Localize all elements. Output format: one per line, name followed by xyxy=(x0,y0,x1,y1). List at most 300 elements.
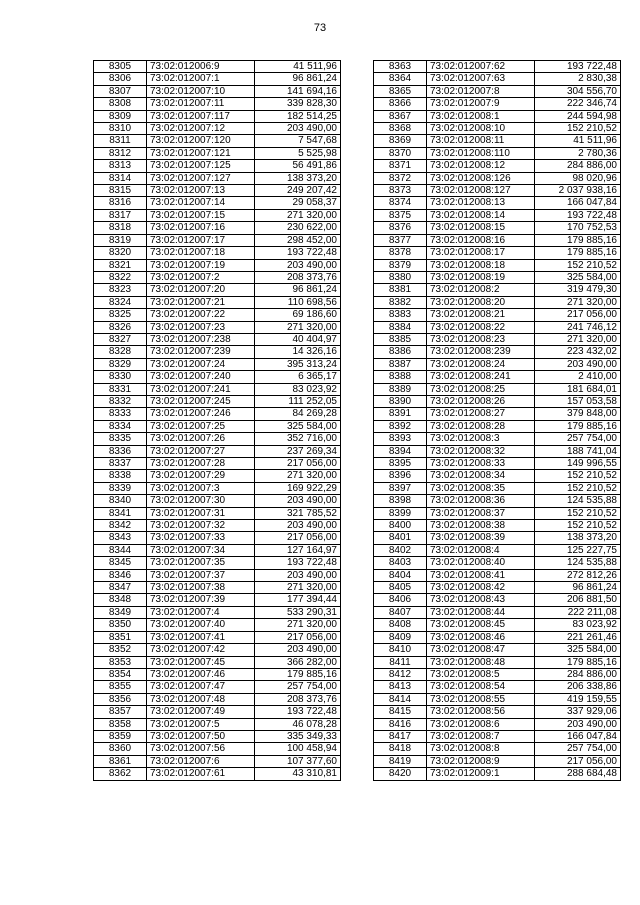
amount-cell: 284 886,00 xyxy=(535,160,621,172)
row-number-cell: 8392 xyxy=(374,420,427,432)
cadastral-number-cell: 73:02:012008:19 xyxy=(427,271,535,283)
table-row xyxy=(374,296,621,308)
row-number-cell: 8380 xyxy=(374,271,427,283)
cadastral-number-cell: 73:02:012007:6 xyxy=(147,755,255,767)
amount-cell: 29 058,37 xyxy=(255,197,341,209)
row-number-cell: 8417 xyxy=(374,730,427,742)
amount-cell: 193 722,48 xyxy=(535,209,621,221)
table-row xyxy=(374,470,621,482)
row-number-cell: 8368 xyxy=(374,123,427,135)
table-row xyxy=(374,110,621,122)
cadastral-number-cell: 73:02:012008:13 xyxy=(427,197,535,209)
row-number-cell: 8399 xyxy=(374,507,427,519)
cadastral-number-cell: 73:02:012007:40 xyxy=(147,619,255,631)
amount-cell: 2 780,36 xyxy=(535,147,621,159)
row-number-cell: 8419 xyxy=(374,755,427,767)
row-number-cell: 8375 xyxy=(374,209,427,221)
amount-cell: 533 290,31 xyxy=(255,606,341,618)
cadastral-number-cell: 73:02:012008:46 xyxy=(427,631,535,643)
cadastral-number-cell: 73:02:012007:46 xyxy=(147,668,255,680)
amount-cell: 138 373,20 xyxy=(255,172,341,184)
table-row xyxy=(94,420,341,432)
cadastral-number-cell: 73:02:012007:9 xyxy=(427,98,535,110)
table-row xyxy=(374,619,621,631)
amount-cell: 41 511,96 xyxy=(255,61,341,73)
table-row xyxy=(374,346,621,358)
amount-cell: 179 885,16 xyxy=(535,247,621,259)
cadastral-number-cell: 73:02:012007:239 xyxy=(147,346,255,358)
row-number-cell: 8352 xyxy=(94,644,147,656)
cadastral-number-cell: 73:02:012008:17 xyxy=(427,247,535,259)
row-number-cell: 8357 xyxy=(94,706,147,718)
row-number-cell: 8382 xyxy=(374,296,427,308)
amount-cell: 284 886,00 xyxy=(535,668,621,680)
row-number-cell: 8398 xyxy=(374,495,427,507)
amount-cell: 244 594,98 xyxy=(535,110,621,122)
table-row xyxy=(94,284,341,296)
row-number-cell: 8315 xyxy=(94,185,147,197)
table-row xyxy=(94,172,341,184)
cadastral-number-cell: 73:02:012008:1 xyxy=(427,110,535,122)
cadastral-number-cell: 73:02:012008:33 xyxy=(427,458,535,470)
row-number-cell: 8408 xyxy=(374,619,427,631)
amount-cell: 149 996,55 xyxy=(535,458,621,470)
cadastral-number-cell: 73:02:012008:26 xyxy=(427,395,535,407)
table-row xyxy=(374,693,621,705)
table-row xyxy=(94,185,341,197)
table-row xyxy=(94,408,341,420)
registry-table-left xyxy=(93,60,341,781)
cadastral-number-cell: 73:02:012008:2 xyxy=(427,284,535,296)
cadastral-number-cell: 73:02:012008:110 xyxy=(427,147,535,159)
amount-cell: 193 722,48 xyxy=(255,247,341,259)
amount-cell: 152 210,52 xyxy=(535,123,621,135)
table-row xyxy=(94,495,341,507)
table-row xyxy=(374,98,621,110)
table-row xyxy=(374,333,621,345)
cadastral-number-cell: 73:02:012007:27 xyxy=(147,445,255,457)
row-number-cell: 8350 xyxy=(94,619,147,631)
cadastral-number-cell: 73:02:012007:37 xyxy=(147,569,255,581)
row-number-cell: 8416 xyxy=(374,718,427,730)
amount-cell: 352 716,00 xyxy=(255,433,341,445)
row-number-cell: 8418 xyxy=(374,743,427,755)
amount-cell: 6 365,17 xyxy=(255,371,341,383)
row-number-cell: 8349 xyxy=(94,606,147,618)
table-row xyxy=(94,743,341,755)
registry-table-right xyxy=(373,60,621,781)
table-row xyxy=(374,395,621,407)
amount-cell: 179 885,16 xyxy=(535,420,621,432)
cadastral-number-cell: 73:02:012007:18 xyxy=(147,247,255,259)
table-row xyxy=(374,284,621,296)
cadastral-number-cell: 73:02:012007:245 xyxy=(147,395,255,407)
row-number-cell: 8389 xyxy=(374,383,427,395)
row-number-cell: 8385 xyxy=(374,333,427,345)
cadastral-number-cell: 73:02:012008:5 xyxy=(427,668,535,680)
amount-cell: 319 479,30 xyxy=(535,284,621,296)
amount-cell: 179 885,16 xyxy=(535,234,621,246)
amount-cell: 208 373,76 xyxy=(255,271,341,283)
cadastral-number-cell: 73:02:012007:25 xyxy=(147,420,255,432)
row-number-cell: 8310 xyxy=(94,123,147,135)
amount-cell: 152 210,52 xyxy=(535,482,621,494)
row-number-cell: 8410 xyxy=(374,644,427,656)
row-number-cell: 8335 xyxy=(94,433,147,445)
row-number-cell: 8307 xyxy=(94,85,147,97)
cadastral-number-cell: 73:02:012007:61 xyxy=(147,768,255,780)
amount-cell: 419 159,55 xyxy=(535,693,621,705)
amount-cell: 271 320,00 xyxy=(255,209,341,221)
row-number-cell: 8309 xyxy=(94,110,147,122)
table-row xyxy=(374,495,621,507)
row-number-cell: 8345 xyxy=(94,557,147,569)
amount-cell: 152 210,52 xyxy=(535,520,621,532)
cadastral-number-cell: 73:02:012007:31 xyxy=(147,507,255,519)
amount-cell: 181 684,01 xyxy=(535,383,621,395)
row-number-cell: 8327 xyxy=(94,333,147,345)
row-number-cell: 8367 xyxy=(374,110,427,122)
amount-cell: 124 535,88 xyxy=(535,557,621,569)
row-number-cell: 8331 xyxy=(94,383,147,395)
row-number-cell: 8397 xyxy=(374,482,427,494)
amount-cell: 127 164,97 xyxy=(255,544,341,556)
row-number-cell: 8325 xyxy=(94,309,147,321)
cadastral-number-cell: 73:02:012007:30 xyxy=(147,495,255,507)
cadastral-number-cell: 73:02:012007:26 xyxy=(147,433,255,445)
row-number-cell: 8336 xyxy=(94,445,147,457)
table-row xyxy=(94,768,341,780)
row-number-cell: 8395 xyxy=(374,458,427,470)
cadastral-number-cell: 73:02:012008:4 xyxy=(427,544,535,556)
table-row xyxy=(374,259,621,271)
row-number-cell: 8321 xyxy=(94,259,147,271)
cadastral-number-cell: 73:02:012008:41 xyxy=(427,569,535,581)
amount-cell: 138 373,20 xyxy=(535,532,621,544)
table-row xyxy=(374,185,621,197)
table-row xyxy=(94,544,341,556)
amount-cell: 152 210,52 xyxy=(535,259,621,271)
amount-cell: 96 861,24 xyxy=(255,284,341,296)
row-number-cell: 8407 xyxy=(374,606,427,618)
row-number-cell: 8338 xyxy=(94,470,147,482)
cadastral-number-cell: 73:02:012008:24 xyxy=(427,358,535,370)
row-number-cell: 8320 xyxy=(94,247,147,259)
table-row xyxy=(94,557,341,569)
amount-cell: 170 752,53 xyxy=(535,222,621,234)
amount-cell: 203 490,00 xyxy=(255,569,341,581)
amount-cell: 43 310,81 xyxy=(255,768,341,780)
row-number-cell: 8344 xyxy=(94,544,147,556)
cadastral-number-cell: 73:02:012008:39 xyxy=(427,532,535,544)
amount-cell: 188 741,04 xyxy=(535,445,621,457)
cadastral-number-cell: 73:02:012008:11 xyxy=(427,135,535,147)
table-row xyxy=(374,160,621,172)
amount-cell: 152 210,52 xyxy=(535,507,621,519)
table-row xyxy=(374,768,621,780)
amount-cell: 96 861,24 xyxy=(255,73,341,85)
row-number-cell: 8360 xyxy=(94,743,147,755)
cadastral-number-cell: 73:02:012008:22 xyxy=(427,321,535,333)
table-row xyxy=(94,296,341,308)
table-row xyxy=(94,693,341,705)
amount-cell: 203 490,00 xyxy=(255,123,341,135)
row-number-cell: 8393 xyxy=(374,433,427,445)
table-row xyxy=(94,197,341,209)
row-number-cell: 8363 xyxy=(374,61,427,73)
row-number-cell: 8319 xyxy=(94,234,147,246)
row-number-cell: 8376 xyxy=(374,222,427,234)
table-row xyxy=(374,730,621,742)
row-number-cell: 8351 xyxy=(94,631,147,643)
amount-cell: 379 848,00 xyxy=(535,408,621,420)
table-row xyxy=(374,631,621,643)
row-number-cell: 8326 xyxy=(94,321,147,333)
amount-cell: 111 252,05 xyxy=(255,395,341,407)
amount-cell: 193 722,48 xyxy=(535,61,621,73)
table-row xyxy=(94,569,341,581)
cadastral-number-cell: 73:02:012007:240 xyxy=(147,371,255,383)
row-number-cell: 8329 xyxy=(94,358,147,370)
cadastral-number-cell: 73:02:012008:40 xyxy=(427,557,535,569)
row-number-cell: 8406 xyxy=(374,594,427,606)
row-number-cell: 8356 xyxy=(94,693,147,705)
amount-cell: 83 023,92 xyxy=(255,383,341,395)
table-row xyxy=(374,209,621,221)
amount-cell: 193 722,48 xyxy=(255,706,341,718)
row-number-cell: 8332 xyxy=(94,395,147,407)
table-row xyxy=(94,458,341,470)
row-number-cell: 8313 xyxy=(94,160,147,172)
amount-cell: 271 320,00 xyxy=(255,582,341,594)
row-number-cell: 8333 xyxy=(94,408,147,420)
row-number-cell: 8318 xyxy=(94,222,147,234)
table-row xyxy=(374,383,621,395)
amount-cell: 339 828,30 xyxy=(255,98,341,110)
table-row xyxy=(94,98,341,110)
table-row xyxy=(94,668,341,680)
cadastral-number-cell: 73:02:012007:33 xyxy=(147,532,255,544)
cadastral-number-cell: 73:02:012007:121 xyxy=(147,147,255,159)
table-row xyxy=(94,631,341,643)
amount-cell: 125 227,75 xyxy=(535,544,621,556)
table-row xyxy=(94,433,341,445)
table-row xyxy=(94,321,341,333)
table-row xyxy=(374,445,621,457)
table-row xyxy=(374,172,621,184)
page-number: 73 xyxy=(313,22,327,34)
amount-cell: 169 922,29 xyxy=(255,482,341,494)
table-row xyxy=(374,358,621,370)
table-row xyxy=(94,520,341,532)
row-number-cell: 8372 xyxy=(374,172,427,184)
amount-cell: 166 047,84 xyxy=(535,730,621,742)
cadastral-number-cell: 73:02:012008:16 xyxy=(427,234,535,246)
cadastral-number-cell: 73:02:012007:13 xyxy=(147,185,255,197)
amount-cell: 2 830,38 xyxy=(535,73,621,85)
amount-cell: 46 078,28 xyxy=(255,718,341,730)
cadastral-number-cell: 73:02:012007:15 xyxy=(147,209,255,221)
row-number-cell: 8414 xyxy=(374,693,427,705)
cadastral-number-cell: 73:02:012007:48 xyxy=(147,693,255,705)
row-number-cell: 8334 xyxy=(94,420,147,432)
table-row xyxy=(374,197,621,209)
amount-cell: 203 490,00 xyxy=(255,495,341,507)
row-number-cell: 8379 xyxy=(374,259,427,271)
amount-cell: 5 525,98 xyxy=(255,147,341,159)
table-row xyxy=(374,321,621,333)
amount-cell: 179 885,16 xyxy=(535,656,621,668)
row-number-cell: 8391 xyxy=(374,408,427,420)
cadastral-number-cell: 73:02:012007:5 xyxy=(147,718,255,730)
row-number-cell: 8343 xyxy=(94,532,147,544)
amount-cell: 84 269,28 xyxy=(255,408,341,420)
table-row xyxy=(94,222,341,234)
table-row xyxy=(94,507,341,519)
table-row xyxy=(94,209,341,221)
cadastral-number-cell: 73:02:012008:27 xyxy=(427,408,535,420)
amount-cell: 217 056,00 xyxy=(255,458,341,470)
table-row xyxy=(374,123,621,135)
amount-cell: 107 377,60 xyxy=(255,755,341,767)
table-row xyxy=(374,433,621,445)
amount-cell: 157 053,58 xyxy=(535,395,621,407)
cadastral-number-cell: 73:02:012007:17 xyxy=(147,234,255,246)
table-row xyxy=(94,755,341,767)
row-number-cell: 8374 xyxy=(374,197,427,209)
table-row xyxy=(374,520,621,532)
registry-table-right-body xyxy=(374,61,621,781)
amount-cell: 222 346,74 xyxy=(535,98,621,110)
cadastral-number-cell: 73:02:012007:39 xyxy=(147,594,255,606)
row-number-cell: 8400 xyxy=(374,520,427,532)
row-number-cell: 8403 xyxy=(374,557,427,569)
amount-cell: 110 698,56 xyxy=(255,296,341,308)
amount-cell: 222 211,08 xyxy=(535,606,621,618)
row-number-cell: 8358 xyxy=(94,718,147,730)
amount-cell: 166 047,84 xyxy=(535,197,621,209)
cadastral-number-cell: 73:02:012007:21 xyxy=(147,296,255,308)
cadastral-number-cell: 73:02:012007:20 xyxy=(147,284,255,296)
amount-cell: 257 754,00 xyxy=(535,433,621,445)
cadastral-number-cell: 73:02:012007:11 xyxy=(147,98,255,110)
table-row xyxy=(374,147,621,159)
cadastral-number-cell: 73:02:012009:1 xyxy=(427,768,535,780)
cadastral-number-cell: 73:02:012008:12 xyxy=(427,160,535,172)
cadastral-number-cell: 73:02:012007:12 xyxy=(147,123,255,135)
table-row xyxy=(94,371,341,383)
amount-cell: 179 885,16 xyxy=(255,668,341,680)
table-row xyxy=(94,135,341,147)
cadastral-number-cell: 73:02:012007:1 xyxy=(147,73,255,85)
row-number-cell: 8308 xyxy=(94,98,147,110)
amount-cell: 14 326,16 xyxy=(255,346,341,358)
cadastral-number-cell: 73:02:012008:10 xyxy=(427,123,535,135)
amount-cell: 325 584,00 xyxy=(255,420,341,432)
row-number-cell: 8330 xyxy=(94,371,147,383)
cadastral-number-cell: 73:02:012007:16 xyxy=(147,222,255,234)
amount-cell: 217 056,00 xyxy=(255,532,341,544)
cadastral-number-cell: 73:02:012008:34 xyxy=(427,470,535,482)
amount-cell: 304 556,70 xyxy=(535,85,621,97)
row-number-cell: 8401 xyxy=(374,532,427,544)
cadastral-number-cell: 73:02:012008:239 xyxy=(427,346,535,358)
row-number-cell: 8314 xyxy=(94,172,147,184)
amount-cell: 56 491,86 xyxy=(255,160,341,172)
table-row xyxy=(374,482,621,494)
row-number-cell: 8359 xyxy=(94,730,147,742)
table-row xyxy=(94,247,341,259)
cadastral-number-cell: 73:02:012008:15 xyxy=(427,222,535,234)
amount-cell: 100 458,94 xyxy=(255,743,341,755)
amount-cell: 395 313,24 xyxy=(255,358,341,370)
table-row xyxy=(94,681,341,693)
cadastral-number-cell: 73:02:012008:48 xyxy=(427,656,535,668)
table-row xyxy=(94,346,341,358)
row-number-cell: 8317 xyxy=(94,209,147,221)
cadastral-number-cell: 73:02:012007:22 xyxy=(147,309,255,321)
cadastral-number-cell: 73:02:012008:55 xyxy=(427,693,535,705)
row-number-cell: 8411 xyxy=(374,656,427,668)
amount-cell: 272 812,26 xyxy=(535,569,621,581)
row-number-cell: 8364 xyxy=(374,73,427,85)
amount-cell: 221 261,46 xyxy=(535,631,621,643)
row-number-cell: 8378 xyxy=(374,247,427,259)
row-number-cell: 8381 xyxy=(374,284,427,296)
table-row xyxy=(94,482,341,494)
row-number-cell: 8354 xyxy=(94,668,147,680)
table-row xyxy=(94,110,341,122)
table-row xyxy=(374,681,621,693)
cadastral-number-cell: 73:02:012007:127 xyxy=(147,172,255,184)
amount-cell: 335 349,33 xyxy=(255,730,341,742)
cadastral-number-cell: 73:02:012007:32 xyxy=(147,520,255,532)
cadastral-number-cell: 73:02:012008:32 xyxy=(427,445,535,457)
cadastral-number-cell: 73:02:012007:42 xyxy=(147,644,255,656)
cadastral-number-cell: 73:02:012008:36 xyxy=(427,495,535,507)
amount-cell: 141 694,16 xyxy=(255,85,341,97)
amount-cell: 69 186,60 xyxy=(255,309,341,321)
table-row xyxy=(374,706,621,718)
table-row xyxy=(374,743,621,755)
cadastral-number-cell: 73:02:012007:238 xyxy=(147,333,255,345)
table-row xyxy=(94,619,341,631)
table-row xyxy=(374,532,621,544)
amount-cell: 366 282,00 xyxy=(255,656,341,668)
cadastral-number-cell: 73:02:012008:126 xyxy=(427,172,535,184)
cadastral-number-cell: 73:02:012007:50 xyxy=(147,730,255,742)
amount-cell: 203 490,00 xyxy=(535,358,621,370)
table-row xyxy=(374,718,621,730)
table-row xyxy=(374,644,621,656)
row-number-cell: 8324 xyxy=(94,296,147,308)
row-number-cell: 8377 xyxy=(374,234,427,246)
row-number-cell: 8362 xyxy=(94,768,147,780)
table-row xyxy=(94,73,341,85)
cadastral-number-cell: 73:02:012008:3 xyxy=(427,433,535,445)
amount-cell: 2 410,00 xyxy=(535,371,621,383)
row-number-cell: 8370 xyxy=(374,147,427,159)
table-row xyxy=(94,395,341,407)
row-number-cell: 8322 xyxy=(94,271,147,283)
table-row xyxy=(374,557,621,569)
amount-cell: 98 020,96 xyxy=(535,172,621,184)
cadastral-number-cell: 73:02:012008:21 xyxy=(427,309,535,321)
amount-cell: 124 535,88 xyxy=(535,495,621,507)
cadastral-number-cell: 73:02:012008:38 xyxy=(427,520,535,532)
cadastral-number-cell: 73:02:012007:29 xyxy=(147,470,255,482)
table-row xyxy=(374,271,621,283)
